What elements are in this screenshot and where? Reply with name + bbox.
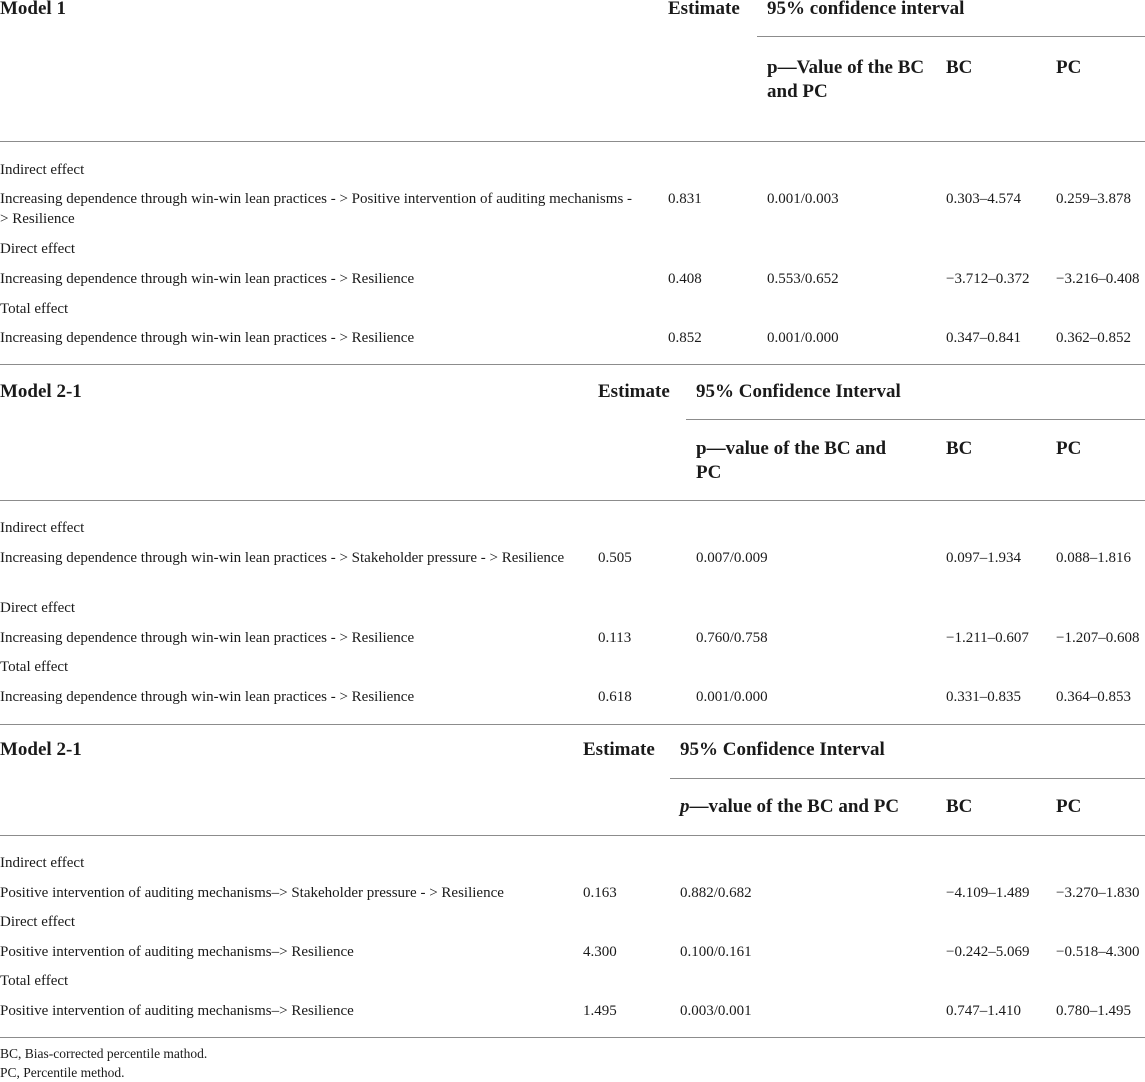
section-label: Indirect effect bbox=[0, 855, 85, 871]
estimate-value: 0.618 bbox=[598, 689, 632, 705]
section-label: Direct effect bbox=[0, 241, 76, 257]
model-title: Model 2-1 bbox=[0, 381, 82, 402]
section-label: Indirect effect bbox=[0, 520, 85, 536]
pc-header: PC bbox=[1056, 57, 1082, 78]
pvalue-value: 0.001/0.003 bbox=[767, 191, 839, 207]
pc-value: 0.259–3.878 bbox=[1056, 191, 1131, 207]
estimate-value: 0.163 bbox=[583, 885, 617, 901]
estimate-value: 0.505 bbox=[598, 550, 632, 566]
bc-value: −1.211–0.607 bbox=[946, 630, 1029, 646]
section-label: Total effect bbox=[0, 301, 69, 317]
estimate-value: 4.300 bbox=[583, 944, 617, 960]
ci-header: 95% Confidence Interval bbox=[680, 739, 885, 760]
pvalue-value: 0.553/0.652 bbox=[767, 271, 839, 287]
estimate-value: 0.408 bbox=[668, 271, 702, 287]
estimate-header: Estimate bbox=[598, 381, 670, 402]
pvalue-value: 0.003/0.001 bbox=[680, 1003, 752, 1019]
pc-value: −0.518–4.300 bbox=[1056, 944, 1140, 960]
pc-value: 0.362–0.852 bbox=[1056, 330, 1131, 346]
bc-header: BC bbox=[946, 438, 973, 459]
path-label: Increasing dependence through win-win lean practices - > Resilience bbox=[0, 689, 415, 705]
ci-header-rule bbox=[670, 778, 1145, 779]
header-rule bbox=[0, 500, 1145, 501]
bc-value: 0.097–1.934 bbox=[946, 550, 1021, 566]
path-label: Positive intervention of auditing mechanisms–> Stakeholder pressure - > Resilience bbox=[0, 885, 504, 901]
bc-header: BC bbox=[946, 796, 973, 817]
pc-value: 0.364–0.853 bbox=[1056, 689, 1131, 705]
ci-header: 95% Confidence Interval bbox=[696, 381, 901, 402]
path-label: Increasing dependence through win-win lean practices - > Stakeholder pressure - > Resilience bbox=[0, 550, 565, 566]
estimate-value: 1.495 bbox=[583, 1003, 617, 1019]
pvalue-value: 0.882/0.682 bbox=[680, 885, 752, 901]
path-label: Increasing dependence through win-win lean practices - > Resilience bbox=[0, 630, 415, 646]
table-model-1 bbox=[0, 0, 1145, 365]
path-label: Increasing dependence through win-win lean practices - > Resilience bbox=[0, 330, 415, 346]
bc-value: 0.303–4.574 bbox=[946, 191, 1021, 207]
pc-header: PC bbox=[1056, 438, 1082, 459]
section-label: Total effect bbox=[0, 973, 69, 989]
path-label: Positive intervention of auditing mechanisms–> Resilience bbox=[0, 944, 354, 960]
bc-header: BC bbox=[946, 57, 973, 78]
pvalue-header: p—Value of the BC and PC bbox=[767, 57, 925, 102]
pc-value: −3.216–0.408 bbox=[1056, 271, 1140, 287]
section-label: Direct effect bbox=[0, 600, 76, 616]
pvalue-header-italic: p bbox=[680, 796, 690, 817]
footnote-pc: PC, Percentile method. bbox=[0, 1065, 125, 1080]
ci-header-rule bbox=[757, 36, 1145, 37]
table-model-2-1-b bbox=[0, 725, 1145, 1045]
footnote-bc: BC, Bias-corrected percentile mathod. bbox=[0, 1046, 208, 1061]
bc-value: −3.712–0.372 bbox=[946, 271, 1030, 287]
table-model-2-1-a bbox=[0, 365, 1145, 725]
pvalue-value: 0.100/0.161 bbox=[680, 944, 752, 960]
bc-value: 0.347–0.841 bbox=[946, 330, 1021, 346]
table-bottom-rule bbox=[0, 1037, 1145, 1038]
pc-value: −3.270–1.830 bbox=[1056, 885, 1140, 901]
section-label: Total effect bbox=[0, 659, 69, 675]
estimate-value: 0.113 bbox=[598, 630, 632, 646]
pvalue-header: p—value of the BC and PC bbox=[696, 438, 887, 483]
pc-value: 0.780–1.495 bbox=[1056, 1003, 1131, 1019]
pvalue-header bbox=[680, 795, 899, 819]
path-label: Increasing dependence through win-win lean practices - > Resilience bbox=[0, 271, 415, 287]
pc-value: −1.207–0.608 bbox=[1056, 630, 1140, 646]
pc-header: PC bbox=[1056, 796, 1082, 817]
pvalue-value: 0.760/0.758 bbox=[696, 630, 768, 646]
estimate-header: Estimate bbox=[668, 0, 740, 19]
bc-value: 0.331–0.835 bbox=[946, 689, 1021, 705]
path-label: Increasing dependence through win-win lean practices - > Positive intervention of auditing mechanisms - > Resilience bbox=[0, 191, 633, 227]
section-label: Direct effect bbox=[0, 914, 76, 930]
model-title: Model 1 bbox=[0, 0, 66, 19]
estimate-value: 0.831 bbox=[668, 191, 702, 207]
bc-value: −0.242–5.069 bbox=[946, 944, 1030, 960]
estimate-value: 0.852 bbox=[668, 330, 702, 346]
pvalue-header-rest: —value of the BC and PC bbox=[689, 796, 900, 817]
pc-value: 0.088–1.816 bbox=[1056, 550, 1131, 566]
ci-header: 95% confidence interval bbox=[767, 0, 965, 19]
ci-header-rule bbox=[686, 419, 1145, 420]
model-title: Model 2-1 bbox=[0, 739, 82, 760]
section-label: Indirect effect bbox=[0, 162, 85, 178]
bc-value: −4.109–1.489 bbox=[946, 885, 1030, 901]
pvalue-value: 0.007/0.009 bbox=[696, 550, 768, 566]
bc-value: 0.747–1.410 bbox=[946, 1003, 1021, 1019]
header-rule bbox=[0, 835, 1145, 836]
pvalue-value: 0.001/0.000 bbox=[696, 689, 768, 705]
header-rule bbox=[0, 141, 1145, 142]
path-label: Positive intervention of auditing mechanisms–> Resilience bbox=[0, 1003, 354, 1019]
estimate-header: Estimate bbox=[583, 739, 655, 760]
pvalue-value: 0.001/0.000 bbox=[767, 330, 839, 346]
